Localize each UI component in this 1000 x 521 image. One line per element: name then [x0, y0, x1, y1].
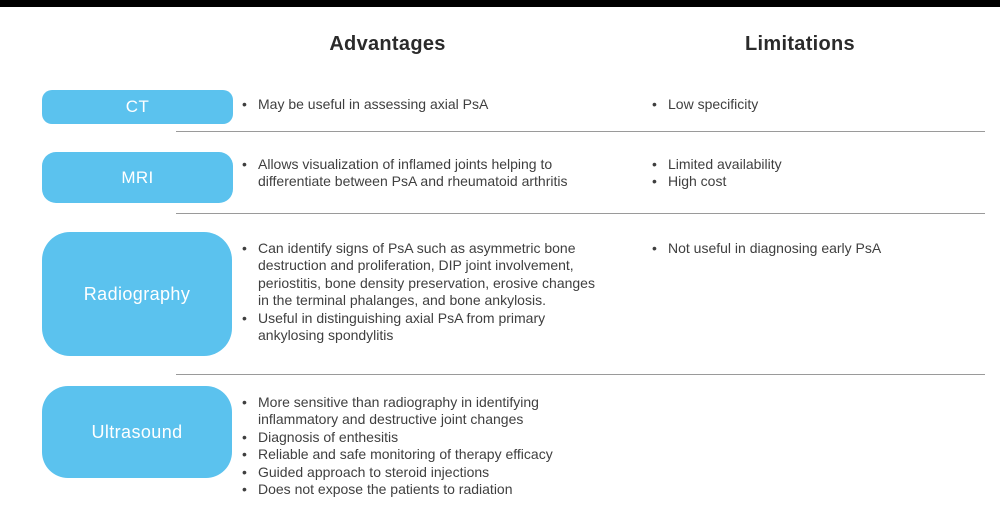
- advantage-item: • Diagnosis of enthesitis: [240, 429, 603, 446]
- advantages-list-ultrasound: [240, 394, 603, 498]
- advantage-item: • More sensitive than radiography in identifying inflammatory and destructive joint changes: [240, 394, 603, 429]
- modality-label-ultrasound: Ultrasound: [42, 386, 232, 478]
- advantages-list-radiography: [240, 240, 603, 344]
- limitation-item: • Limited availability: [650, 156, 985, 173]
- row-divider: [176, 213, 985, 214]
- advantage-item: • Allows visualization of inflamed joints helping to differentiate between PsA and rheumatoid arthritis: [240, 156, 603, 191]
- row-divider: [176, 374, 985, 375]
- limitations-list-mri: [650, 156, 985, 191]
- limitation-item: • Low specificity: [650, 96, 985, 113]
- top-border-bar: [0, 0, 1000, 7]
- advantage-item: • May be useful in assessing axial PsA: [240, 96, 603, 113]
- advantage-item: • Does not expose the patients to radiation: [240, 481, 603, 498]
- modality-label-radiography: Radiography: [42, 232, 232, 356]
- limitation-item: • Not useful in diagnosing early PsA: [650, 240, 985, 257]
- advantage-item: • Can identify signs of PsA such as asymmetric bone destruction and proliferation, DIP joint involvement, periostitis, bone density preservation, erosive changes in the terminal phalanges, and bone ankylosis.: [240, 240, 603, 310]
- row-divider: [176, 131, 985, 132]
- limitations-list-ct: [650, 96, 985, 113]
- limitations-column-header: Limitations: [745, 33, 855, 55]
- limitations-list-radiography: [650, 240, 985, 257]
- advantages-column-header: Advantages: [329, 33, 446, 55]
- advantage-item: • Reliable and safe monitoring of therapy efficacy: [240, 446, 603, 463]
- advantages-list-mri: [240, 156, 603, 191]
- limitation-item: • High cost: [650, 173, 985, 190]
- advantages-list-ct: [240, 96, 603, 113]
- modality-label-ct: CT: [42, 90, 233, 124]
- advantage-item: • Guided approach to steroid injections: [240, 464, 603, 481]
- modality-label-mri: MRI: [42, 152, 233, 203]
- advantage-item: • Useful in distinguishing axial PsA from primary ankylosing spondylitis: [240, 310, 603, 345]
